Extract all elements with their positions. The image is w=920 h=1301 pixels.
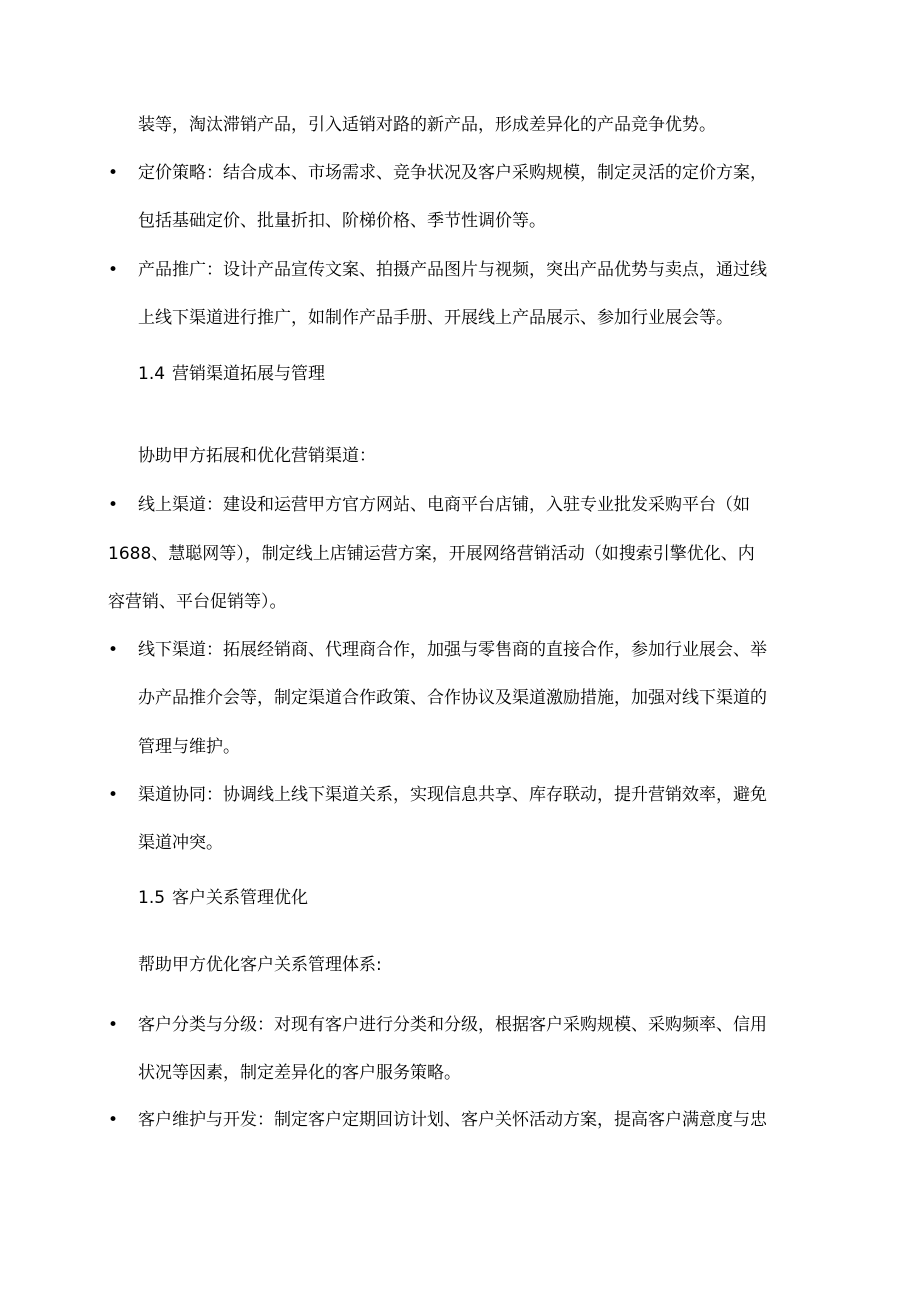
product-promotion-line2: 上线下渠道进行推广，如制作产品手册、开展线上产品展示、参加行业展会等。 — [138, 308, 733, 328]
channel-synergy-line2: 渠道冲突。 — [138, 833, 223, 853]
customer-classification-line1: 客户分类与分级：对现有客户进行分类和分级，根据客户采购规模、采购频率、信用 — [138, 1015, 767, 1035]
section-heading-1-5 — [138, 886, 308, 910]
customer-maintenance-line1: 客户维护与开发：制定客户定期回访计划、客户关怀活动方案，提高客户满意度与忠 — [138, 1110, 767, 1130]
offline-channels-line2: 办产品推介会等，制定渠道合作政策、合作协议及渠道激励措施，加强对线下渠道的 — [138, 688, 767, 708]
pricing-strategy-line1: 定价策略：结合成本、市场需求、竞争状况及客户采购规模，制定灵活的定价方案， — [138, 163, 767, 183]
bullet-icon: • — [108, 1110, 119, 1130]
channel-synergy-line1: 渠道协同：协调线上线下渠道关系，实现信息共享、库存联动，提升营销效率，避免 — [138, 785, 767, 805]
paragraph-continuation: 装等，淘汰滞销产品，引入适销对路的新产品，形成差异化的产品竞争优势。 — [138, 115, 716, 135]
offline-channels-line1: 线下渠道：拓展经销商、代理商合作，加强与零售商的直接合作，参加行业展会、举 — [138, 640, 767, 660]
section-number: 1.4 — [138, 364, 166, 384]
bullet-icon: • — [108, 640, 119, 660]
section-title: 客户关系管理优化 — [172, 888, 308, 908]
section-intro-1-4: 协助甲方拓展和优化营销渠道： — [138, 446, 376, 466]
online-channels-line1: 线上渠道：建设和运营甲方官方网站、电商平台店铺，入驻专业批发采购平台（如 — [138, 495, 750, 515]
section-number: 1.5 — [138, 888, 166, 908]
section-intro-1-5: 帮助甲方优化客户关系管理体系: — [138, 955, 382, 975]
product-promotion-line1: 产品推广：设计产品宣传文案、拍摄产品图片与视频，突出产品优势与卖点，通过线 — [138, 260, 767, 280]
bullet-icon: • — [108, 1015, 119, 1035]
bullet-icon: • — [108, 163, 119, 183]
online-channels-line2: 1688、慧聪网等），制定线上店铺运营方案，开展网络营销活动（如搜索引擎优化、内 — [108, 544, 755, 564]
bullet-icon: • — [108, 260, 119, 280]
section-heading-1-4 — [138, 362, 325, 386]
section-title: 营销渠道拓展与管理 — [172, 364, 325, 384]
online-channels-line3: 容营销、平台促销等）。 — [108, 592, 287, 612]
customer-classification-line2: 状况等因素，制定差异化的客户服务策略。 — [138, 1063, 461, 1083]
bullet-icon: • — [108, 495, 119, 515]
bullet-icon: • — [108, 785, 119, 805]
offline-channels-line3: 管理与维护。 — [138, 737, 240, 757]
pricing-strategy-line2: 包括基础定价、批量折扣、阶梯价格、季节性调价等。 — [138, 211, 546, 231]
